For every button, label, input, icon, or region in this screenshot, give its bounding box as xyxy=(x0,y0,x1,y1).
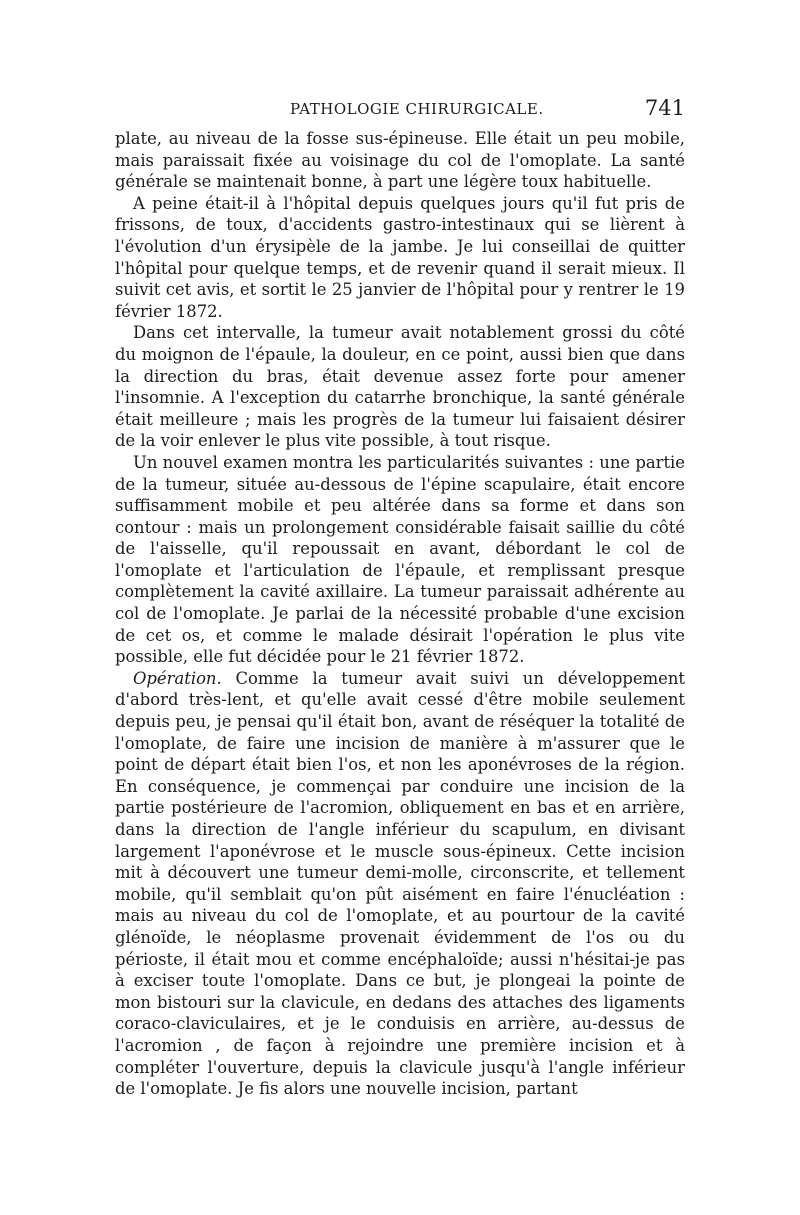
paragraph-lead: Opération. xyxy=(133,668,222,688)
page-number: 741 xyxy=(644,96,685,120)
paragraph-text: Dans cet intervalle, la tumeur avait notablement grossi du côté du moignon de l'épaule, la douleur, en ce point, aussi bien que dans la direction du bras, était devenue assez forte pour amener l'insomnie. A l'exception du catarrhe bronchique, la santé générale était meilleure ; mais les progrès de la tumeur lui faisaient désirer de la voir enlever le plus vite possible, à tout risque. xyxy=(115,323,685,451)
paragraph xyxy=(115,668,685,1100)
running-title: PATHOLOGIE CHIRURGICALE. xyxy=(290,100,544,118)
paragraph-text: Comme la tumeur avait suivi un développement d'abord très-lent, et qu'elle avait cessé d'être mobile seulement depuis peu, je pensai qu'il était bon, avant de réséquer la totalité de l'omoplate, de faire une incision de manière à m'assurer que le point de départ était bien l'os, et non les aponévroses de la région. En conséquence, je commençai par conduire une incision de la partie postérieure de l'acromion, obliquement en bas et en arrière, dans la direction de l'angle inférieur du scapulum, en divisant largement l'aponévrose et le muscle sous-épineux. Cette incision mit à découvert une tumeur demi-molle, circonscrite, et tellement mobile, qu'il semblait qu'on pût aisément en faire l'énucléation : mais au niveau du col de l'omoplate, et au pourtour de la cavité glénoïde, le néoplasme provenait évidemment de l'os ou du périoste, il était mou et comme encéphaloïde; aussi n'hésitai-je pas à exciser toute l'omoplate. Dans ce but, je plongeai la pointe de mon bistouri sur la clavicule, en dedans des attaches des ligaments coraco-claviculaires, et je le conduisis en arrière, au-dessus de l'acromion , de façon à rejoindre une première incision et à compléter l'ouverture, depuis la clavicule jusqu'à l'angle inférieur de l'omoplate. Je fis alors une nouvelle incision, partant xyxy=(115,668,685,1099)
paragraph-text: A peine était-il à l'hôpital depuis quelques jours qu'il fut pris de frissons, de toux, d'accidents gastro-intestinaux qui se lièrent à l'évolution d'un érysipèle de la jambe. Je lui conseillai de quitter l'hôpital pour quelque temps, et de revenir quand il serait mieux. Il suivit cet avis, et sortit le 25 janvier de l'hôpital pour y rentrer le 19 février 1872. xyxy=(115,193,685,321)
paragraph xyxy=(115,322,685,452)
running-head xyxy=(115,96,685,126)
paragraph xyxy=(115,193,685,323)
paragraph xyxy=(115,128,685,193)
paragraph xyxy=(115,452,685,668)
paragraph-text: plate, au niveau de la fosse sus-épineuse. Elle était un peu mobile, mais paraissait fixée au voisinage du col de l'omoplate. La santé générale se maintenait bonne, à part une légère toux habituelle. xyxy=(115,129,685,192)
paragraph-text: Un nouvel examen montra les particularités suivantes : une partie de la tumeur, située au-dessous de l'épine scapulaire, était encore suffisamment mobile et peu altérée dans sa forme et dans son contour : mais un prolongement considérable faisait saillie du côté de l'aisselle, qu'il repoussait en avant, débordant le col de l'omoplate et l'articulation de l'épaule, et remplissant presque complètement la cavité axillaire. La tumeur paraissait adhérente au col de l'omoplate. Je parlai de la nécessité probable d'une excision de cet os, et comme le malade désirait l'opération le plus vite possible, elle fut décidée pour le 21 février 1872. xyxy=(115,452,685,667)
body-text xyxy=(115,128,685,1100)
